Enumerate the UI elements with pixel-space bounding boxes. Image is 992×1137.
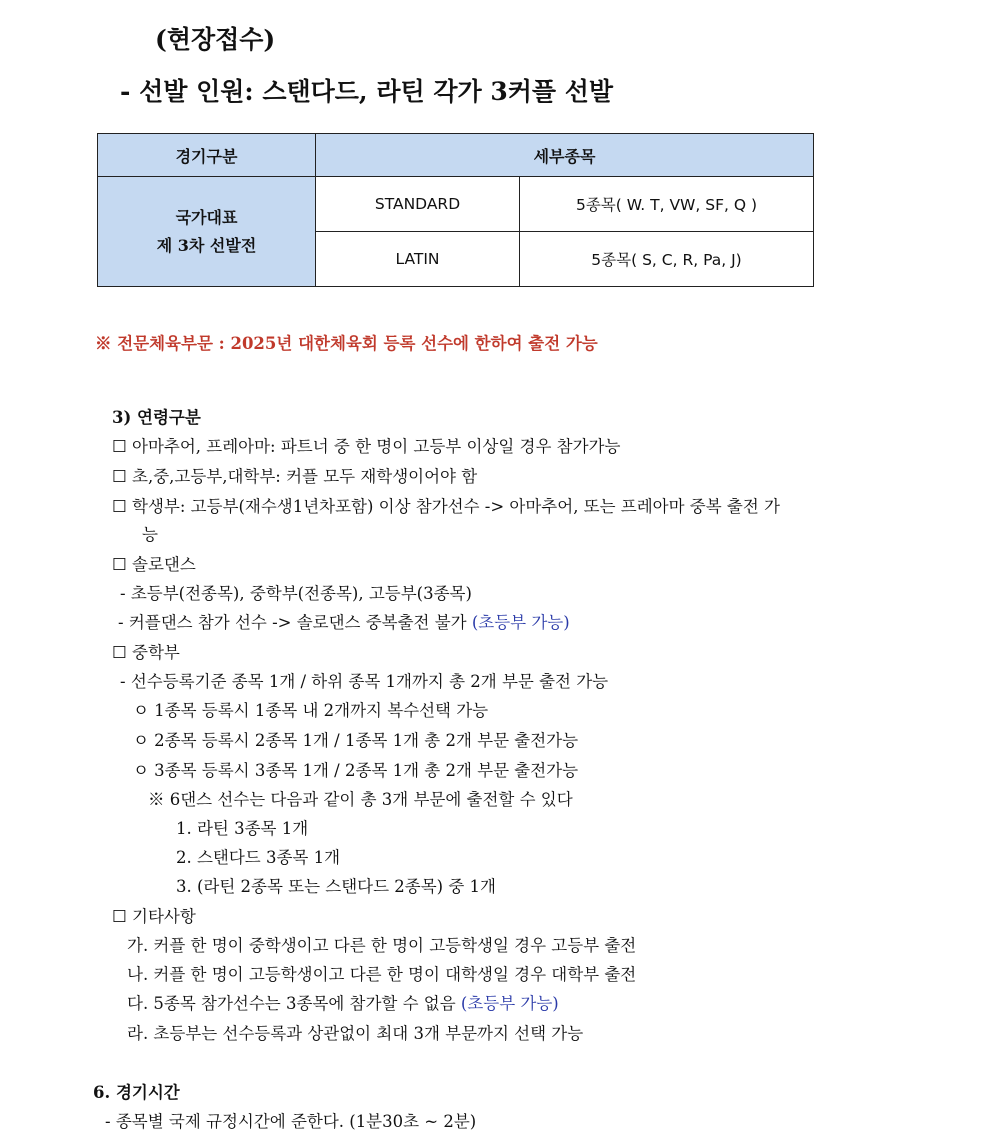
notice-text: ※ 전문체육부문 : 2025년 대한체육회 등록 선수에 한하여 출전 가능 — [95, 334, 598, 353]
middle-numbered: 1. 라틴 3종목 1개 — [176, 819, 309, 838]
solo-line — [118, 609, 570, 633]
etc-note: (초등부 가능) — [460, 994, 559, 1013]
table-row — [98, 177, 814, 232]
middle-bullet: ㅇ 3종목 등록시 3종목 1개 / 2종목 1개 총 2개 부문 출전가능 — [133, 761, 579, 780]
dance-type-cell: LATIN — [316, 232, 520, 287]
age-item: ☐ 학생부: 고등부(재수생1년차포함) 이상 참가선수 -> 아마추어, 또는 프레아마 중복 출전 가 — [112, 497, 780, 516]
solo-note: (초등부 가능) — [471, 613, 570, 632]
etc-line — [127, 990, 559, 1014]
etc-line: 가. 커플 한 명이 중학생이고 다른 한 명이 고등학생일 경우 고등부 출전 — [127, 936, 637, 955]
category-line-1: 국가대표 — [175, 207, 238, 227]
selection-heading: - 선발 인원: 스탠다드, 라틴 각가 3커플 선발 — [120, 77, 614, 106]
solo-title: ☐ 솔로댄스 — [112, 555, 196, 574]
middle-bullet: ㅇ 1종목 등록시 1종목 내 2개까지 복수선택 가능 — [133, 701, 489, 720]
age-item: ☐ 아마추어, 프레아마: 파트너 중 한 명이 고등부 이상일 경우 참가가능 — [112, 437, 621, 456]
reception-heading: (현장접수) — [155, 25, 276, 54]
dance-events-cell: 5종목( S, C, R, Pa, J) — [520, 232, 814, 287]
age-item-continued: 능 — [142, 525, 158, 544]
table-header-events: 세부종목 — [316, 134, 814, 177]
table-header-category: 경기구분 — [98, 134, 316, 177]
dance-type-cell: STANDARD — [316, 177, 520, 232]
time-line: - 종목별 국제 규정시간에 준한다. (1분30초 ~ 2분) — [105, 1112, 477, 1131]
middle-bullet: ㅇ 2종목 등록시 2종목 1개 / 1종목 1개 총 2개 부문 출전가능 — [133, 731, 579, 750]
time-section-title: 6. 경기시간 — [93, 1083, 180, 1102]
age-section-title: 3) 연령구분 — [112, 408, 201, 427]
dance-events-cell: 5종목( W. T, VW, SF, Q ) — [520, 177, 814, 232]
solo-line-text: - 커플댄스 참가 선수 -> 솔로댄스 중복출전 불가 — [118, 613, 472, 632]
age-item: ☐ 초,중,고등부,대학부: 커플 모두 재학생이어야 함 — [112, 467, 478, 486]
middle-note: ※ 6댄스 선수는 다음과 같이 총 3개 부문에 출전할 수 있다 — [148, 790, 573, 809]
etc-line: 라. 초등부는 선수등록과 상관없이 최대 3개 부문까지 선택 가능 — [127, 1024, 584, 1043]
etc-line: 나. 커플 한 명이 고등학생이고 다른 한 명이 대학생일 경우 대학부 출전 — [127, 965, 637, 984]
middle-numbered: 3. (라틴 2종목 또는 스탠다드 2종목) 중 1개 — [176, 877, 496, 896]
table-header-row — [98, 134, 814, 177]
category-cell — [98, 177, 316, 287]
middle-title: ☐ 중학부 — [112, 643, 180, 662]
event-table — [97, 133, 814, 287]
category-line-2: 제 3차 선발전 — [156, 235, 257, 255]
etc-title: ☐ 기타사항 — [112, 907, 196, 926]
solo-line: - 초등부(전종목), 중학부(전종목), 고등부(3종목) — [120, 584, 472, 603]
etc-line-text: 다. 5종목 참가선수는 3종목에 참가할 수 없음 — [127, 994, 461, 1013]
middle-numbered: 2. 스탠다드 3종목 1개 — [176, 848, 341, 867]
middle-line: - 선수등록기준 종목 1개 / 하위 종목 1개까지 총 2개 부문 출전 가능 — [120, 672, 609, 691]
